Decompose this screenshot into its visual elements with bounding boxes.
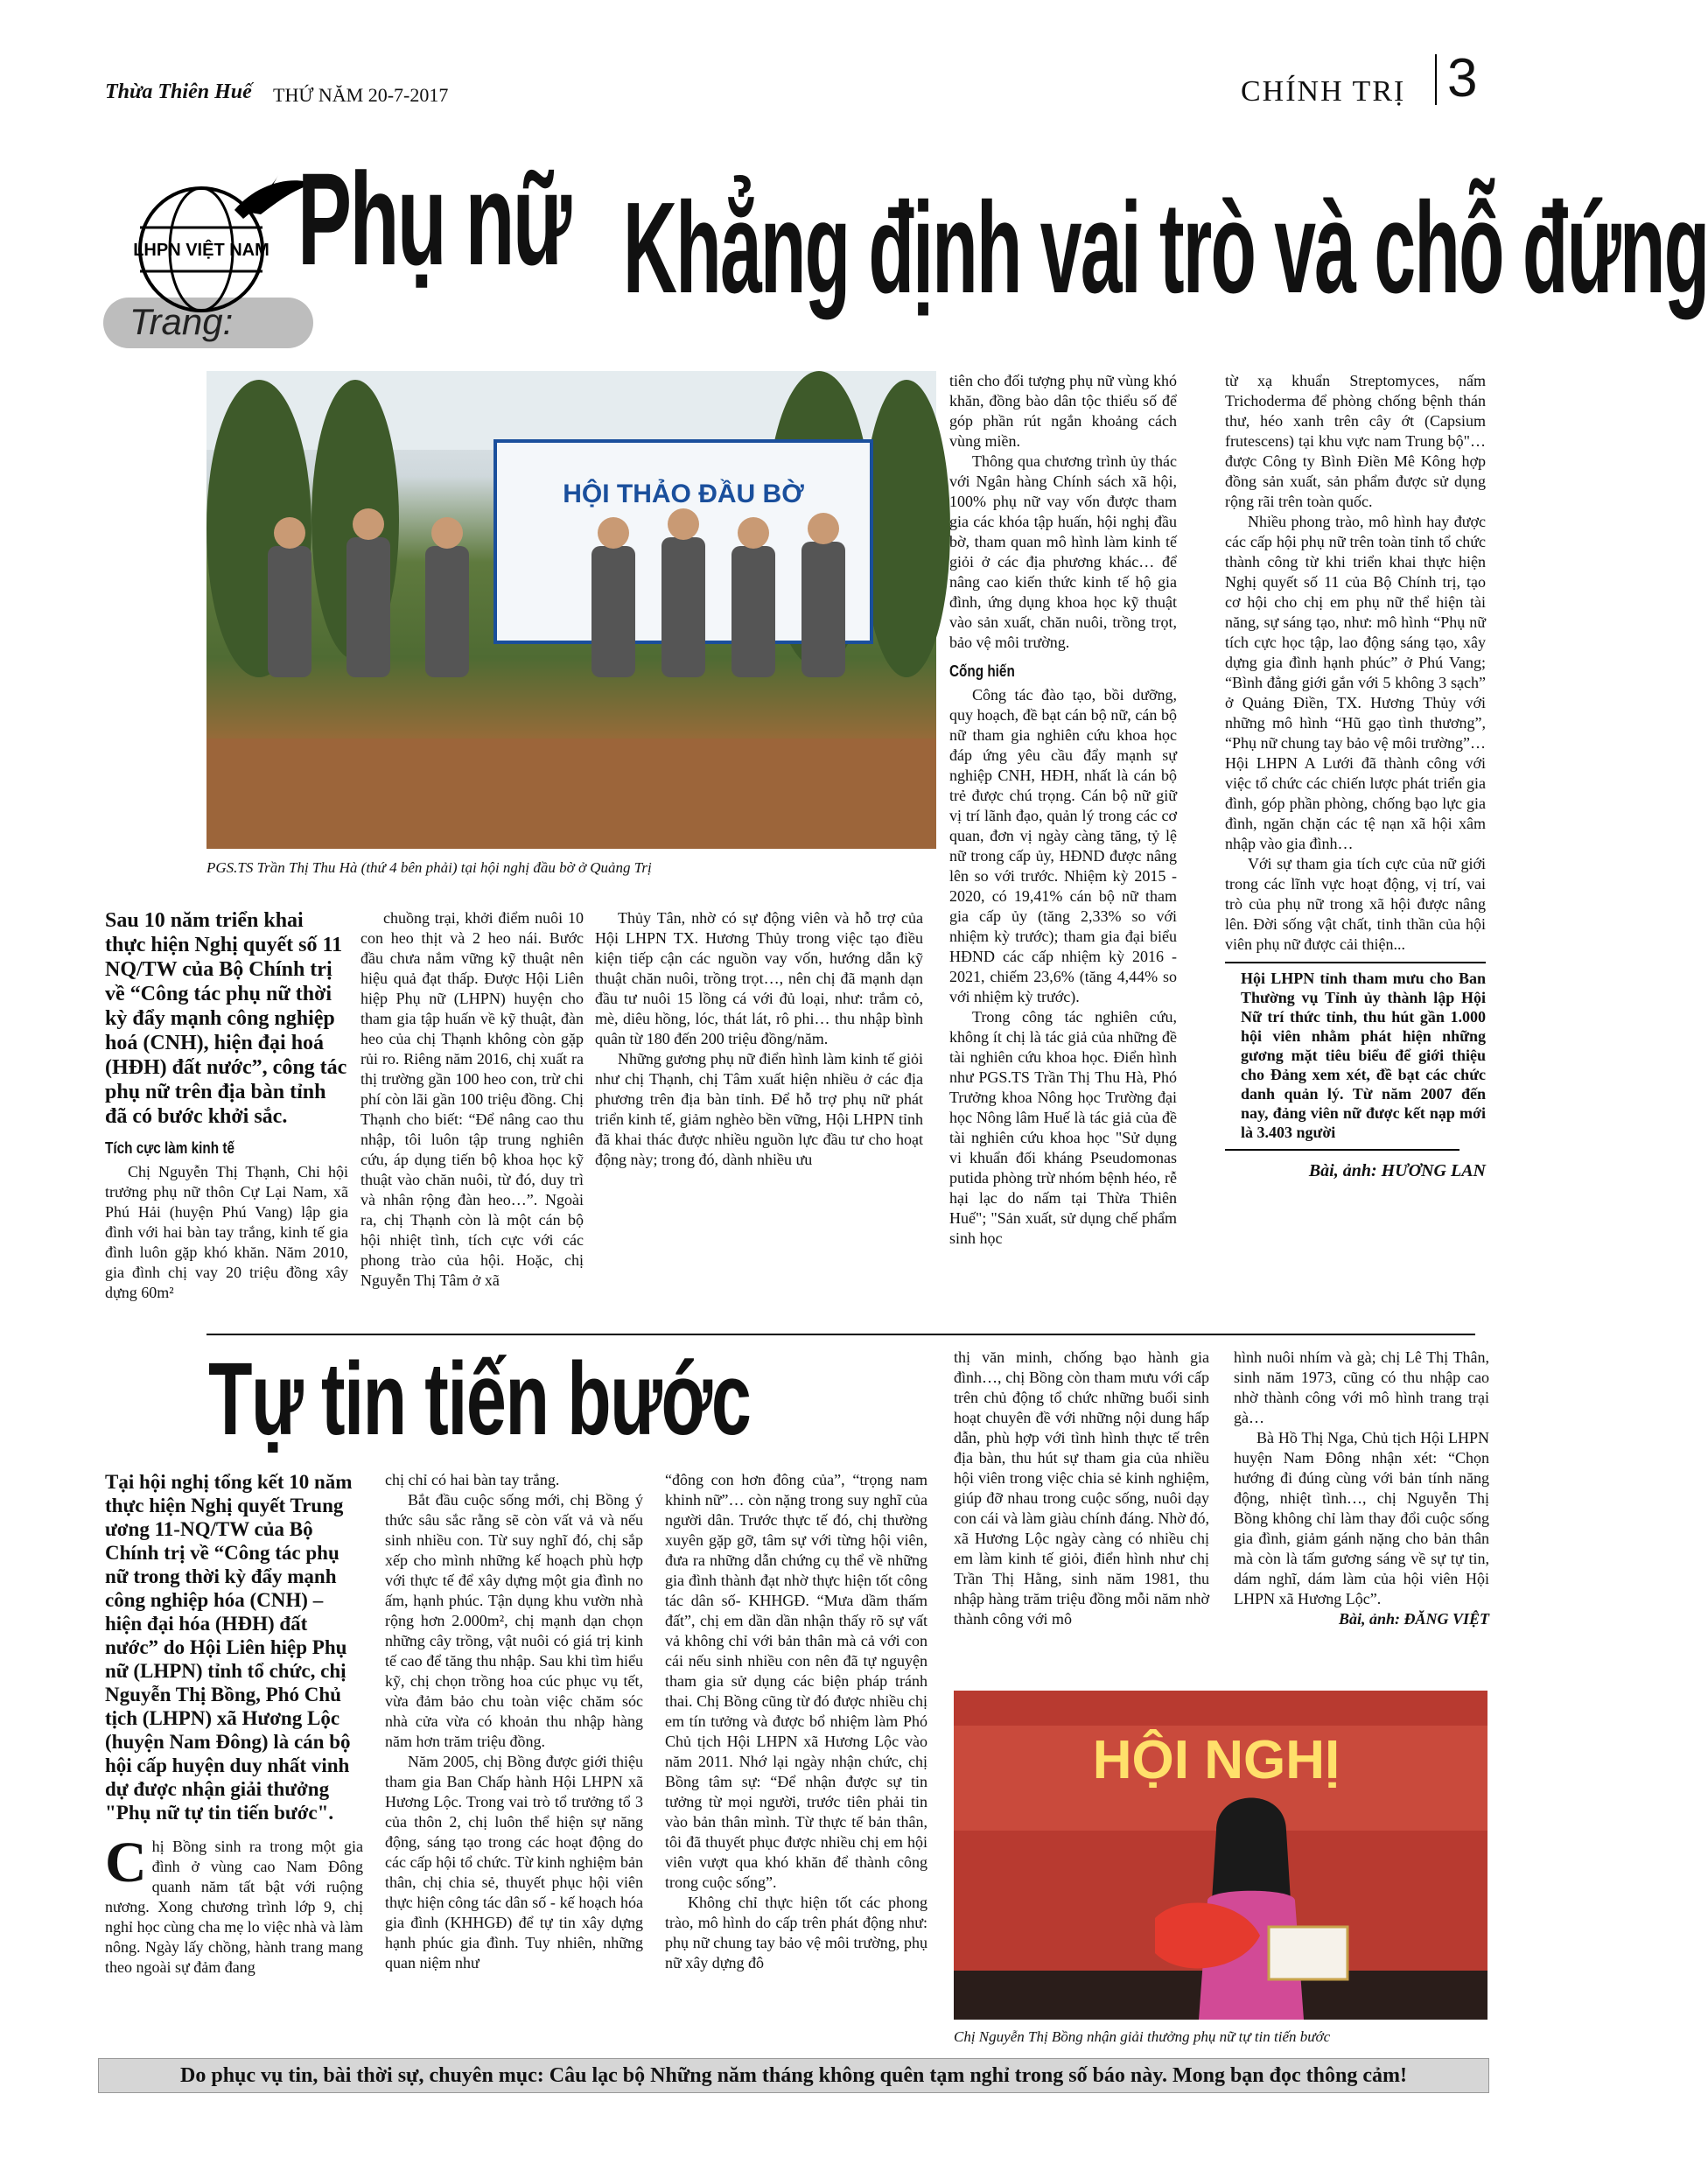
article1-c1p1: Chị Nguyễn Thị Thạnh, Chi hội trưởng phụ nữ thôn Cự Lại Nam, xã Phú Hải (huyện Phú Vang) lập gia đình với hai bàn tay trắng, kinh tế gia đình luôn gặp khó khăn. Năm 2010, gia đình chị vay 20 triệu đồng xây dựng 60m² xyxy=(105,1163,348,1301)
article2-c1p1-wrap xyxy=(105,1831,363,1978)
photo-illustration xyxy=(206,371,936,849)
article2-c2p2: Bắt đầu cuộc sống mới, chị Bồng ý thức sâu sắc rằng sẽ còn vất vả và nếu sinh nhiều con. Từ suy nghĩ đó, chị sắp xếp cho mình những kế hoạch phù hợp với thực tế để xây dựng một gia đình no ấm, hạnh phúc. Tận dụng khu vườn nhà rộng hơn 2.000m², chị mạnh dạn chọn những cây trồng, vật nuôi có giá trị kinh tế cao để tăng thu nhập. Sau khi tìm hiểu kỹ, chị chọn trồng hoa cúc phục vụ tết, vừa đảm bảo chu toàn việc chăm sóc nhà cửa vừa có khoản thu nhập hàng năm hơn trăm triệu đồng. xyxy=(385,1491,643,1750)
article2-c4p1: thị văn minh, chống bạo hành gia đình…, chị Bồng còn tham mưu với cấp trên chủ động tổ chức những buổi sinh hoạt chuyên đề với những nội dung hấp dẫn, phù hợp với tình hình thực tế trên địa bàn, thu hút sự tham gia của nhiều hội viên trong việc chia sẻ kinh nghiệm, giúp đỡ nhau trong cuộc sống, nuôi dạy con cái và làm giàu chính đáng. Nhờ đó, xã Hương Lộc ngày càng có nhiều chị em làm kinh tế giỏi, điển hình như chị Trần Thị Hằng, sinh năm 1981, thu nhập hàng trăm triệu đồng mỗi năm nhờ thành công với mô xyxy=(954,1348,1209,1628)
article2-c3p2: Không chỉ thực hiện tốt các phong trào, mô hình do cấp trên phát động như: phụ nữ chung tay bảo vệ môi trường, phụ nữ xây dựng đô xyxy=(665,1894,928,1971)
article1-col2 xyxy=(360,908,584,1289)
article1-c2p2: Những gương phụ nữ điển hình làm kinh tế giỏi như chị Thạnh, chị Tâm xuất hiện nhiều ở các địa phương trên địa bàn tỉnh. Để hỗ trợ phụ nữ phát triển kinh tế, giảm nghèo bền vững, Hội LHPN tỉnh đã khai thác được nhiều nguồn lực đầu tư cho hoạt động này; trong đó, dành nhiều ưu xyxy=(595,1050,923,1168)
article1-c3p1: tiên cho đối tượng phụ nữ vùng khó khăn, đồng bào dân tộc thiểu số để góp phần rút ngắn khoảng cách vùng miền. xyxy=(949,372,1177,450)
article2-lead: Tại hội nghị tổng kết 10 năm thực hiện Nghị quyết Trung ương 11-NQ/TW của Bộ Chính trị về “Công tác phụ nữ trong thời kỳ đẩy mạnh công nghiệp hóa (CNH) – hiện đại hóa (HĐH) đất nước” do Hội Liên hiệp Phụ nữ (LHPN) tỉnh tổ chức, chị Nguyễn Thị Bồng, Phó Chủ tịch (LHPN) xã Hương Lộc (huyện Nam Đông) là cán bộ hội cấp huyện duy nhất vinh dự được nhận giải thưởng "Phụ nữ tự tin tiến bước". xyxy=(105,1471,353,1824)
article2-c1p1: hị Bồng sinh ra trong một gia đình ở vùng cao Nam Đông quanh năm tất bật với ruộng nương. Xong chương trình lớp 9, chị nghỉ học cùng cha mẹ lo việc nhà và làm nông. Ngày lấy chồng, hành trang mang theo ngoài sự đảm đang xyxy=(105,1838,363,1976)
section-title: CHÍNH TRỊ xyxy=(1241,75,1406,108)
article2-c5p1: hình nuôi nhím và gà; chị Lê Thị Thân, sinh năm 1973, cũng có thu nhập cao nhờ thành công với mô hình trang trại gà… xyxy=(1234,1348,1489,1426)
article1-headline: Khẳng định vai trò và chỗ đứng xyxy=(623,176,1708,320)
article-separator xyxy=(206,1334,1475,1335)
article2-col2 xyxy=(385,1470,643,1973)
newspaper-name: Thừa Thiên Huế xyxy=(105,81,252,103)
article1-box-note: Hội LHPN tỉnh tham mưu cho Ban Thường vụ Tỉnh ủy thành lập Hội Nữ trí thức tỉnh, thu hút gần 1.000 hội viên nhằm phát hiện những gương mặt tiêu biểu để giới thiệu cho Đảng xem xét, đề bạt các chức danh quản lý. Từ năm 2007 đến nay, đảng viên nữ được kết nạp mới là 3.403 người xyxy=(1241,970,1486,1141)
article1-col5 xyxy=(1225,371,1486,1181)
article2-byline: Bài, ảnh: ĐĂNG VIỆT xyxy=(1338,1610,1489,1628)
article2-c2p3: Năm 2005, chị Bồng được giới thiệu tham gia Ban Chấp hành Hội LHPN xã Hương Lộc. Trong vai trò tổ trưởng tổ 3 của thôn 2, chị luôn thể hiện sự năng động, sáng tạo trong các hoạt động do các cấp hội tổ chức. Từ kinh nghiệm bản thân, chị chia sẻ, thuyết phục hội viên thực hiện công tác dân số - kế hoạch hóa gia đình (KHHGĐ) để tự tin xây dựng hạnh phúc gia đình. Tuy nhiên, những quan niệm như xyxy=(385,1753,643,1971)
article2-c3p1: “đông con hơn đông của”, “trọng nam khinh nữ”… còn nặng trong suy nghĩ của người dân. Trước thực tế đó, chị thường xuyên gặp gỡ, tâm sự với từng hội viên, đưa ra những dẫn chứng cụ thể về những gia đình thành đạt nhờ thực hiện tốt công tác dân số- KHHGĐ. “Mưa dầm thấm đất”, chị em dần dần nhận thấy rõ sự vất vả không chỉ với bản thân mà cả với con cái nếu sinh nhiều con nên đã tự nguyện tham gia sử dụng các biện pháp tránh thai. Chị Bồng cũng từ đó được nhiều chị em tín tưởng và được bổ nhiệm làm Phó Chủ tịch Hội LHPN xã Hương Lộc vào năm 2011. Nhớ lại ngày nhận chức, chị Bồng tâm sự: “Để nhận được sự tin tưởng từ mọi người, trước tiên phải tin vào bản thân mình. Từ thực tế bản thân, tôi đã thuyết phục được nhiều chị em hội viên vượt qua khó khăn để thành công trong cuộc sống”. xyxy=(665,1471,928,1891)
photo2-banner-text: HỘI NGHỊ xyxy=(1092,1730,1340,1790)
article1-lead: Sau 10 năm triển khai thực hiện Nghị quyết số 11 NQ/TW của Bộ Chính trị về “Công tác phụ nữ thời kỳ đẩy mạnh công nghiệp hoá (CNH), hiện đại hoá (HĐH) đất nước”, công tác phụ nữ trên địa bàn tỉnh đã có bước khởi sắc. xyxy=(105,909,347,1128)
article2-headline: Tự tin tiến bước xyxy=(208,1341,751,1457)
article1-text xyxy=(105,1162,348,1303)
dropcap: C xyxy=(105,1831,147,1894)
article1-c2p1: Thủy Tân, nhờ có sự động viên và hỗ trợ của Hội LHPN TX. Hương Thủy trong việc tạo điều kiện tiếp cận các nguồn vay vốn, hướng dẫn kỹ thuật chăn nuôi, trồng trọt…, nên chị đã mạnh dạn đầu tư nuôi 15 lồng cá với đủ loại, như: trắm cỏ, mè, diêu hồng, lóc, thát lát, rô phi… thu nhập bình quân từ 180 đến 200 triệu đồng/năm. xyxy=(595,909,923,1047)
article1-text: chuồng trại, khởi điểm nuôi 10 con heo thịt và 2 heo nái. Bước đầu chưa nắm vững kỹ thuật nên hiệu quả đạt thấp. Được Hội Liên hiệp Phụ nữ (LHPN) huyện cho tham gia tập huấn về kỹ thuật, đàn heo của chị Thạnh không còn gặp rủi ro. Riêng năm 2016, chị xuất ra thị trường gần 100 heo con, trừ chi phí còn lãi gần 100 triệu đồng. Chị Thạnh cho biết: “Để nâng cao thu nhập, tôi luôn tập trung nghiên cứu, áp dụng tiến bộ khoa học kỹ thuật vào chăn nuôi, từ đó, duy trì và nhân rộng đàn heo…”. Ngoài ra, chị Thạnh còn là một cán bộ hội nhiệt tình, tích cực với các phong trào của hội. Hoặc, chị Nguyễn Thị Tâm ở xã xyxy=(360,909,584,1289)
article1-c4p1: từ xạ khuẩn Streptomyces, nấm Trichoderma để phòng chống bệnh thán thư, héo xanh trên cây ớt (Capsium frutescens) tại khu vực nam Trung bộ"… được Công ty Bình Điền Mê Kông hợp đồng sản xuất, sản phẩm được sử dụng rộng rãi trên toàn quốc. xyxy=(1225,372,1486,510)
box-rule-top xyxy=(1225,962,1486,963)
article2-col4 xyxy=(954,1348,1209,1629)
article1-c3p3: Công tác đào tạo, bồi dưỡng, quy hoạch, đề bạt cán bộ nữ, cán bộ nữ tham gia nghiên cứu khoa học đáp ứng yêu cầu đẩy mạnh sự nghiệp CNH, HĐH, nhất là cán bộ trẻ được chú trọng. Cán bộ nữ giữ vị trí lãnh đạo, quản lý trong các cơ quan, đơn vị ngày càng tăng, tỷ lệ nữ trong cấp ủy, HĐND được nâng lên so với trước. Nhiệm kỳ 2015 - 2020, có 19,41% cán bộ nữ tham gia cấp ủy (tăng 2,33% so với nhiệm kỳ trước); tham gia đại biểu HĐND các cấp nhiệm kỳ 2016 - 2021, chiếm 23,6% (tăng 4,44% so với nhiệm kỳ trước). xyxy=(949,686,1177,1005)
box-rule-bottom xyxy=(1225,1149,1460,1151)
article1-c4p3: Với sự tham gia tích cực của nữ giới trong các lĩnh vực hoạt động, vị trí, vai trò của phụ nữ trong xã hội được nâng lên. Đời sống vật chất, tinh thần của hội viên phụ nữ được cải thiện... xyxy=(1225,855,1486,953)
article2-col5 xyxy=(1234,1348,1489,1629)
masthead-title: Phụ nữ xyxy=(298,145,570,292)
logo-text: LHPN VIỆT NAM xyxy=(133,241,270,260)
article1-c3p4: Trong công tác nghiên cứu, không ít chị là tác giả của những đề tài nghiên cứu khoa học. Điển hình như PGS.TS Trần Thị Thu Hà, Phó Trưởng khoa Nông học Trường đại học Nông lâm Huế là tác giả của đề tài nghiên cứu khoa học "Sử dụng vi khuẩn đối kháng Pseudomonas putida phòng trừ nhóm bệnh héo, rễ hại lạc do nấm tại Thừa Thiên Huế"; "Sản xuất, sử dụng chế phẩm sinh học xyxy=(949,1008,1177,1247)
footer-notice: Do phục vụ tin, bài thời sự, chuyên mục: Câu lạc bộ Những năm tháng không quên tạm nghỉ trong số báo này. Mong bạn đọc thông cảm! xyxy=(98,2058,1489,2093)
article1-photo-caption: PGS.TS Trần Thị Thu Hà (thứ 4 bên phải) tại hội nghị đầu bờ ở Quảng Trị xyxy=(206,859,652,876)
article1-col1 xyxy=(105,908,348,1303)
article2-photo xyxy=(954,1691,1488,2020)
article2-c5p2: Bà Hồ Thị Nga, Chủ tịch Hội LHPN huyện Nam Đông nhận xét: “Chọn hướng đi đúng cùng với bản tính năng động, nhiệt tình…, chị Nguyễn Thị Bồng không chỉ làm thay đổi cuộc sống gia đình, giảm gánh nặng cho bản thân mà còn là tấm gương sáng về sự tự tin, dám nghĩ, dám làm của hội viên Hội LHPN xã Hương Lộc”. xyxy=(1234,1429,1489,1607)
article2-photo-caption: Chị Nguyễn Thị Bồng nhận giải thưởng phụ nữ tự tin tiến bước xyxy=(954,2028,1331,2045)
photo-banner-text: HỘI THẢO ĐẦU BỜ xyxy=(563,480,804,508)
article2-col3 xyxy=(665,1470,928,1973)
header-divider xyxy=(1435,54,1437,105)
issue-date: THỨ NĂM 20-7-2017 xyxy=(273,84,449,106)
article1-col3 xyxy=(595,908,923,1170)
article1-col4 xyxy=(949,371,1177,1249)
article1-c3p2: Thông qua chương trình ủy thác với Ngân hàng Chính sách xã hội, 100% phụ nữ vay vốn được tham gia các khóa tập huấn, hội nghị đầu bờ, tham quan mô hình làm kinh tế giỏi ở các địa phương khác… để nâng cao kiến thức kinh tế hộ gia đình, ứng dụng khoa học kỹ thuật vào sản xuất, chăn nuôi, trồng trọt, bảo vệ môi trường. xyxy=(949,452,1177,651)
photo2-illustration xyxy=(954,1691,1488,2020)
trang-label: Trang: xyxy=(130,301,234,342)
article2-col1 xyxy=(105,1470,363,1978)
article1-subhead-economy: Tích cực làm kinh tế xyxy=(105,1139,234,1157)
article1-photo xyxy=(206,371,936,849)
page-number: 3 xyxy=(1447,48,1478,109)
article1-subhead-contribution: Cống hiến xyxy=(949,662,1015,680)
article2-c2p1: chị chỉ có hai bàn tay trắng. xyxy=(385,1471,560,1488)
article1-c4p2: Nhiều phong trào, mô hình hay được các cấp hội phụ nữ trên toàn tỉnh tổ chức thành công từ khi triển khai thực hiện Nghị quyết số 11 của Bộ Chính trị, tạo cơ hội cho chị em phụ nữ thể hiện tài năng, sự sáng tạo, như: mô hình “Phụ nữ tích cực học tập, lao động sáng tạo, xây dựng gia đình hạnh phúc” ở Phú Vang; “Bình đẳng giới gắn với 5 không 3 sạch” ở Quảng Điền, TX. Hương Thủy với những mô hình “Hũ gạo tình thương”, “Phụ nữ chung tay bảo vệ môi trường”… Hội LHPN A Lưới đã thành công với việc tổ chức các chiến lược phát triển gia đình, góp phần phòng, chống bạo lực gia đình, ngăn chặn các tệ nạn xã hội xâm nhập vào gia đình… xyxy=(1225,513,1486,852)
article1-byline: Bài, ảnh: HƯƠNG LAN xyxy=(1308,1161,1486,1180)
